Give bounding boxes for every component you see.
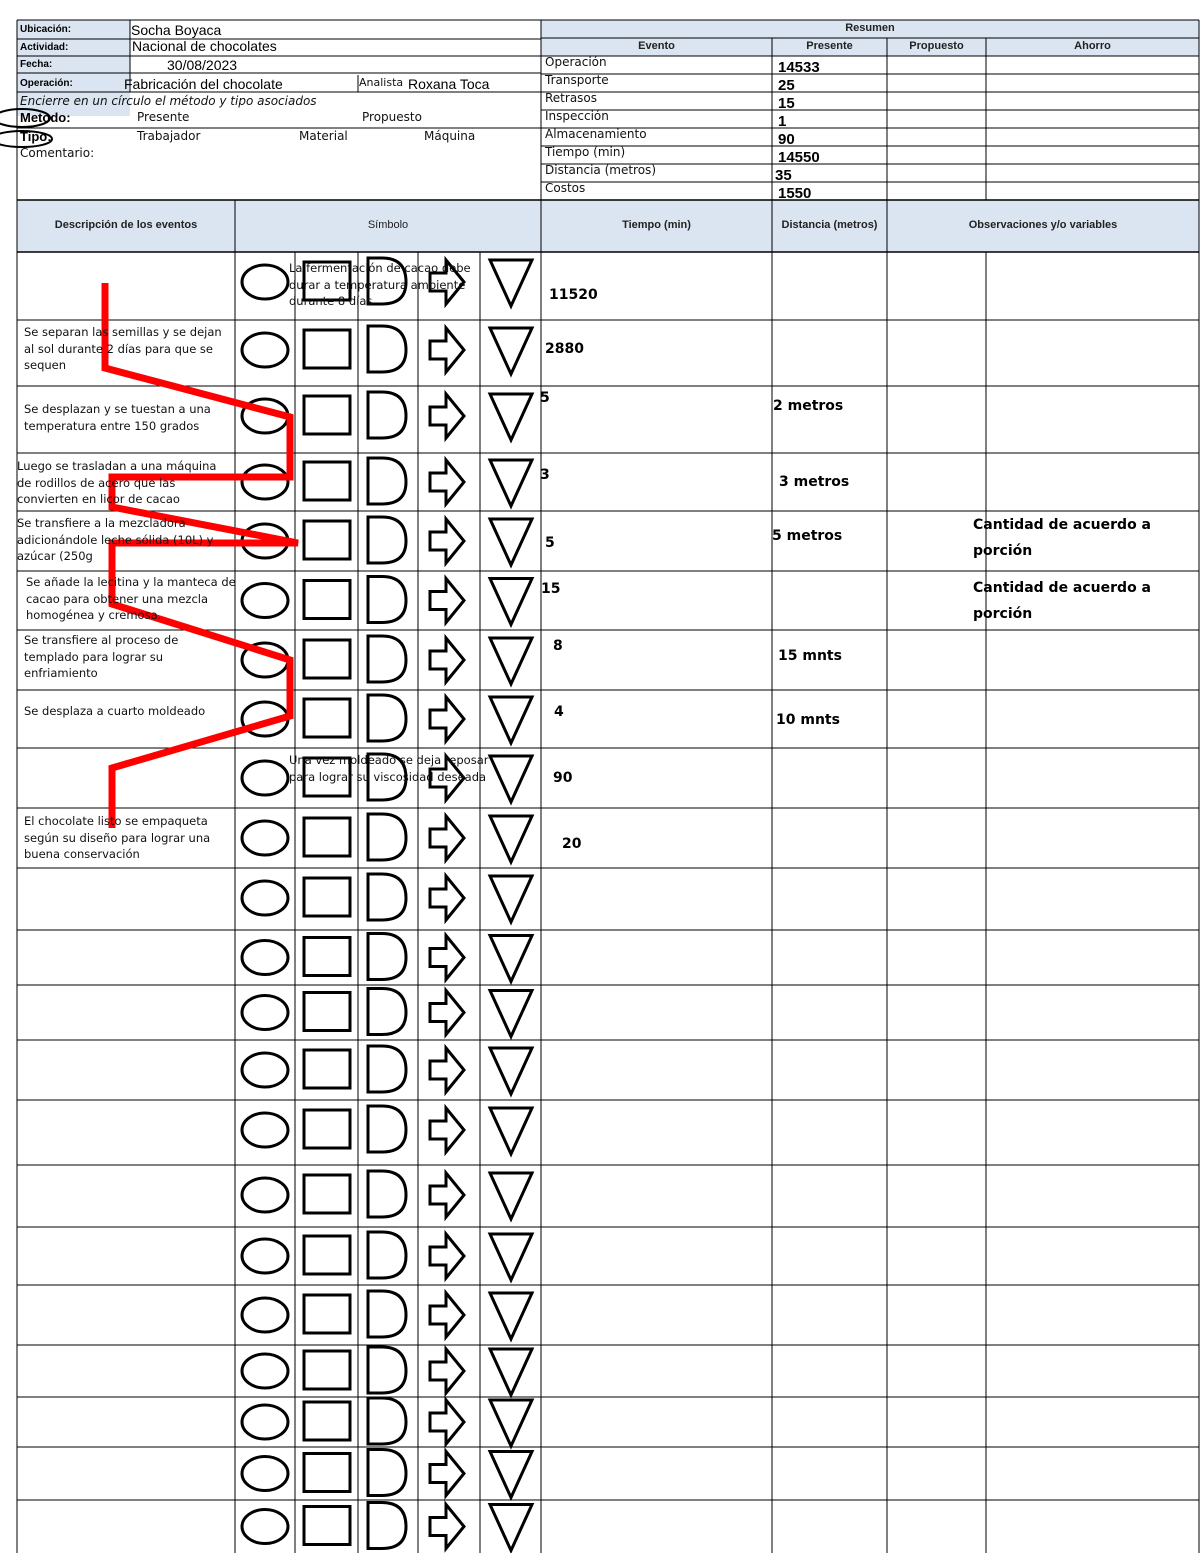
storage-symbol-icon [490, 1293, 532, 1339]
inspection-symbol-icon [304, 330, 350, 368]
resumen-col-propuesto: Propuesto [909, 40, 964, 52]
instruction-text: Encierre en un círculo el método y tipo asociados [20, 94, 317, 108]
storage-symbol-icon [490, 460, 532, 506]
delay-symbol-icon [368, 1450, 406, 1496]
resumen-evento-6: Distancia (metros) [545, 163, 656, 177]
event-time: 3 [540, 467, 550, 483]
event-description: Se añade la lecitina y la manteca de cacao para obtener una mezcla homogénea y cremosa. [26, 575, 236, 622]
actividad-label: Actividad: [20, 42, 69, 53]
transport-symbol-icon [430, 638, 464, 682]
transport-symbol-icon [430, 1048, 464, 1092]
inspection-symbol-icon [304, 581, 350, 619]
tipo-material[interactable]: Material [299, 129, 348, 143]
storage-symbol-icon [490, 876, 532, 922]
delay-symbol-icon [368, 1171, 406, 1217]
storage-symbol-icon [490, 328, 532, 374]
delay-symbol-icon [368, 874, 406, 920]
inspection-symbol-icon [304, 462, 350, 500]
event-time: 15 [541, 581, 561, 597]
delay-symbol-icon [368, 1046, 406, 1092]
operation-symbol-icon [242, 881, 288, 915]
inspection-symbol-icon [304, 1110, 350, 1148]
resumen-evento-7: Costos [545, 181, 586, 195]
operation-symbol-icon [242, 1113, 288, 1147]
operation-symbol-icon [242, 1178, 288, 1212]
storage-symbol-icon [490, 991, 532, 1037]
event-distance: 15 mnts [778, 648, 842, 664]
fecha-value: 30/08/2023 [167, 57, 238, 73]
event-time: 20 [562, 836, 582, 852]
storage-symbol-icon [490, 816, 532, 862]
storage-symbol-icon [490, 579, 532, 625]
transport-symbol-icon [430, 816, 464, 860]
storage-symbol-icon [490, 394, 532, 440]
operation-symbol-icon [242, 1053, 288, 1087]
transport-symbol-icon [430, 697, 464, 741]
event-time: 8 [553, 638, 563, 654]
analista-value: Roxana Toca [408, 76, 490, 92]
event-description-overlay: Una vez moldeado se deja reposar para lograr su viscosidad deseada [289, 753, 489, 784]
transport-symbol-icon [430, 1173, 464, 1217]
event-time: 4 [554, 704, 564, 720]
delay-symbol-icon [368, 392, 406, 438]
inspection-symbol-icon [304, 938, 350, 976]
event-time: 5 [545, 535, 555, 551]
storage-symbol-icon [490, 260, 532, 306]
tipo-trabajador[interactable]: Trabajador [137, 129, 201, 143]
delay-symbol-icon [368, 1347, 406, 1393]
resumen-presente-3: 1 [778, 113, 787, 130]
storage-symbol-icon [490, 1400, 532, 1446]
transport-symbol-icon [430, 394, 464, 438]
inspection-symbol-icon [304, 1175, 350, 1213]
delay-symbol-icon [368, 1106, 406, 1152]
delay-symbol-icon [368, 814, 406, 860]
operacion-label: Operación: [20, 78, 73, 89]
storage-symbol-icon [490, 638, 532, 684]
actividad-value: Nacional de chocolates [132, 38, 277, 54]
operation-symbol-icon [242, 265, 288, 299]
transport-symbol-icon [430, 936, 464, 980]
metodo-propuesto[interactable]: Propuesto [362, 110, 422, 124]
operacion-value: Fabricación del chocolate [124, 76, 283, 92]
resumen-presente-0: 14533 [778, 59, 820, 76]
col-distancia: Distancia (metros) [781, 219, 878, 231]
event-distance: 2 metros [773, 398, 844, 414]
operation-symbol-icon [242, 996, 288, 1030]
resumen-title: Resumen [845, 22, 895, 34]
event-description: Se transfiere a la mezcladora adicionándole leche sólida (10L) y azúcar (250g [17, 516, 214, 563]
event-description: Se desplaza a cuarto moldeado [24, 704, 206, 718]
operation-symbol-icon [242, 1239, 288, 1273]
metodo-presente[interactable]: Presente [137, 110, 190, 124]
event-time: 90 [553, 770, 573, 786]
event-observation: Cantidad de acuerdo a porción [973, 580, 1152, 622]
event-distance: 3 metros [779, 474, 850, 490]
inspection-symbol-icon [304, 878, 350, 916]
event-description: Se desplazan y se tuestan a una temperatura entre 150 grados [24, 402, 211, 433]
operation-symbol-icon [242, 1354, 288, 1388]
metodo-label: Metodo: [20, 110, 71, 125]
storage-symbol-icon [490, 1173, 532, 1219]
delay-symbol-icon [368, 577, 406, 623]
transport-symbol-icon [430, 1349, 464, 1393]
operation-symbol-icon [242, 1298, 288, 1332]
transport-symbol-icon [430, 1293, 464, 1337]
transport-symbol-icon [430, 1452, 464, 1496]
resumen-presente-5: 14550 [778, 149, 820, 166]
transport-symbol-icon [430, 991, 464, 1035]
transport-symbol-icon [430, 1400, 464, 1444]
event-time: 2880 [545, 341, 584, 357]
col-descripcion: Descripción de los eventos [54, 219, 198, 231]
delay-symbol-icon [368, 934, 406, 980]
inspection-symbol-icon [304, 1236, 350, 1274]
resumen-evento-1: Transporte [545, 73, 609, 87]
delay-symbol-icon [368, 1398, 406, 1444]
fecha-label: Fecha: [20, 59, 53, 70]
storage-symbol-icon [490, 936, 532, 982]
inspection-symbol-icon [304, 640, 350, 678]
event-description: Se transfiere al proceso de templado para lograr su enfriamiento [24, 633, 179, 680]
event-distance: 5 metros [772, 528, 843, 544]
storage-symbol-icon [490, 1108, 532, 1154]
resumen-presente-2: 15 [778, 95, 795, 112]
operation-symbol-icon [242, 584, 288, 618]
transport-symbol-icon [430, 1108, 464, 1152]
transport-symbol-icon [430, 460, 464, 504]
storage-symbol-icon [490, 1234, 532, 1280]
inspection-symbol-icon [304, 1050, 350, 1088]
delay-symbol-icon [368, 695, 406, 741]
storage-symbol-icon [490, 697, 532, 743]
transport-symbol-icon [430, 1505, 464, 1549]
inspection-symbol-icon [304, 818, 350, 856]
inspection-symbol-icon [304, 1402, 350, 1440]
col-observaciones: Observaciones y/o variables [968, 219, 1118, 231]
inspection-symbol-icon [304, 993, 350, 1031]
comentario-label: Comentario: [20, 146, 95, 160]
resumen-col-presente: Presente [806, 40, 853, 52]
storage-symbol-icon [490, 519, 532, 565]
resumen-evento-2: Retrasos [545, 91, 598, 105]
operation-symbol-icon [242, 821, 288, 855]
inspection-symbol-icon [304, 699, 350, 737]
storage-symbol-icon [490, 1505, 532, 1551]
delay-symbol-icon [368, 1503, 406, 1549]
transport-symbol-icon [430, 519, 464, 563]
event-description: Se separan las semillas y se dejan al sol durante 2 días para que se sequen [24, 325, 222, 372]
col-tiempo: Tiempo (min) [622, 219, 691, 231]
transport-symbol-icon [430, 579, 464, 623]
operation-symbol-icon [242, 761, 288, 795]
inspection-symbol-icon [304, 1454, 350, 1492]
operation-symbol-icon [242, 465, 288, 499]
inspection-symbol-icon [304, 1351, 350, 1389]
event-time: 5 [540, 390, 550, 406]
operation-symbol-icon [242, 333, 288, 367]
storage-symbol-icon [490, 1048, 532, 1094]
analista-label: Analista [359, 76, 404, 89]
operation-symbol-icon [242, 1510, 288, 1544]
resumen-evento-3: Inspección [545, 109, 609, 123]
storage-symbol-icon [490, 1349, 532, 1395]
resumen-presente-4: 90 [778, 131, 795, 148]
operation-symbol-icon [242, 941, 288, 975]
inspection-symbol-icon [304, 521, 350, 559]
resumen-presente-6: 35 [775, 167, 792, 184]
col-simbolo: Símbolo [367, 219, 409, 231]
storage-symbol-icon [490, 1452, 532, 1498]
transport-symbol-icon [430, 328, 464, 372]
transport-symbol-icon [430, 876, 464, 920]
operation-symbol-icon [242, 1405, 288, 1439]
tipo-label: Tipo: [20, 129, 52, 144]
tipo-maquina[interactable]: Máquina [424, 129, 476, 143]
delay-symbol-icon [368, 636, 406, 682]
resumen-evento-5: Tiempo (min) [545, 145, 626, 159]
inspection-symbol-icon [304, 1295, 350, 1333]
event-description: Luego se trasladan a una máquina de rodillos de acero que las convierten en licor de cacao [17, 459, 217, 506]
inspection-symbol-icon [304, 1507, 350, 1545]
inspection-symbol-icon [304, 396, 350, 434]
resumen-presente-7: 1550 [778, 185, 812, 202]
delay-symbol-icon [368, 326, 406, 372]
event-description: El chocolate listo se empaqueta según su diseño para lograr una buena conservación [24, 814, 211, 861]
ubicacion-label: Ubicación: [20, 24, 72, 35]
event-description-overlay: La fermentación de cacao debe durar a temperatura ambiente durante 8 días [289, 261, 471, 308]
ubicacion-value: Socha Boyaca [131, 22, 222, 38]
delay-symbol-icon [368, 517, 406, 563]
delay-symbol-icon [368, 458, 406, 504]
event-observation: Cantidad de acuerdo a porción [973, 517, 1152, 559]
delay-symbol-icon [368, 1232, 406, 1278]
resumen-evento-0: Operación [545, 55, 607, 69]
event-time: 11520 [549, 287, 598, 303]
operation-symbol-icon [242, 1457, 288, 1491]
delay-symbol-icon [368, 989, 406, 1035]
resumen-col-evento: Evento [638, 40, 675, 52]
resumen-col-ahorro: Ahorro [1074, 40, 1111, 52]
delay-symbol-icon [368, 1291, 406, 1337]
event-distance: 10 mnts [776, 712, 840, 728]
resumen-evento-4: Almacenamiento [545, 127, 647, 141]
transport-symbol-icon [430, 1234, 464, 1278]
resumen-presente-1: 25 [778, 77, 795, 94]
